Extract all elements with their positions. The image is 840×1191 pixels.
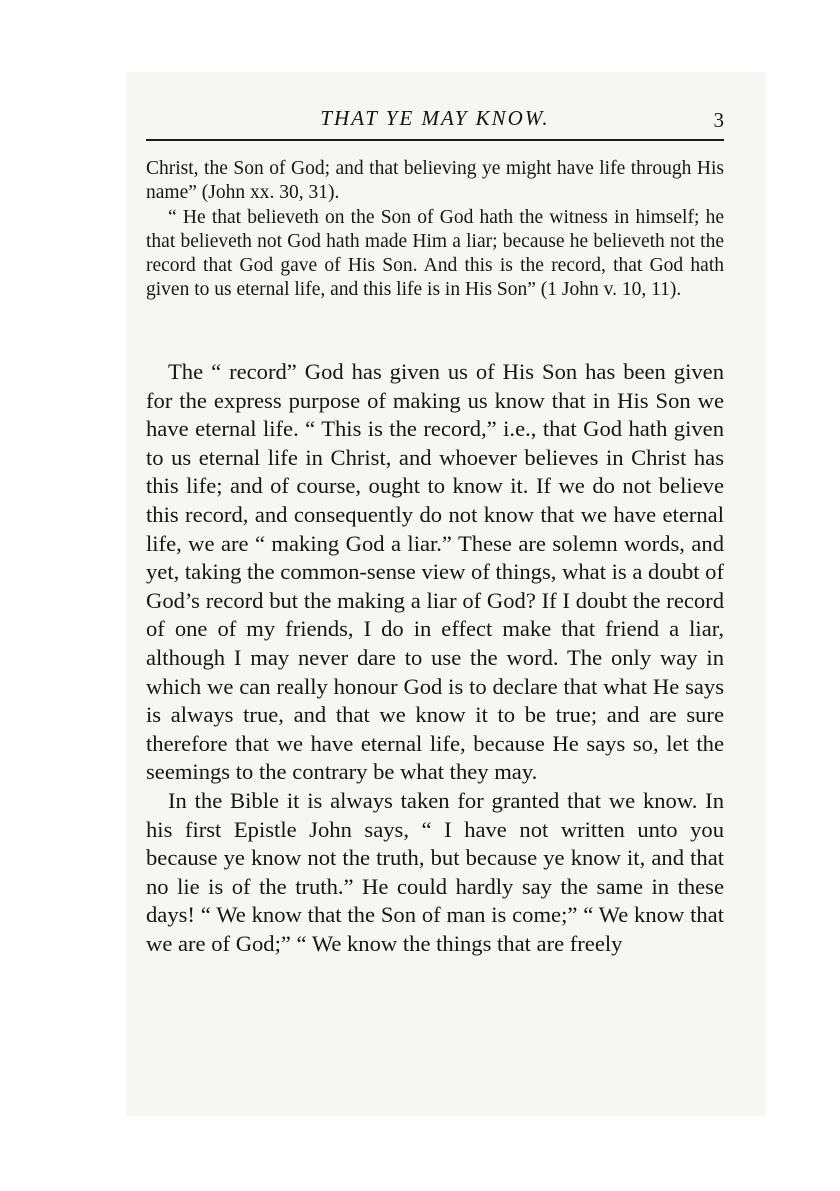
header-rule xyxy=(146,139,724,141)
quote-paragraph-2: “ He that believeth on the Son of God hath the witness in himself; he that believeth not God hath made Him a liar; because he believeth not the record that God gave of His Son. And this is the record, that God hath given to us eternal life, and this life is in His Son” (1 John v. 10, 11). xyxy=(146,206,724,301)
body-text xyxy=(146,358,724,958)
scripture-quotation xyxy=(146,157,724,303)
page-number: 3 xyxy=(713,108,724,132)
running-head: THAT YE MAY KNOW. xyxy=(320,106,550,130)
quote-paragraph-1: Christ, the Son of God; and that believing ye might have life through His name” (John xx. 30, 31). xyxy=(146,158,724,204)
page-header xyxy=(146,102,724,132)
body-paragraph-1: The “ record” God has given us of His Son has been given for the express purpose of making us know that in His Son we have eternal life. “ This is the record,” i.e., that God hath given to us eternal life in Christ, and whoever believes in Christ has this life; and of course, ought to know it. If we do not believe this record, and consequently do not know that we have eternal life, we are “ making God a liar.” These are solemn words, and yet, taking the common-sense view of things, what is a doubt of God’s record but the making a liar of God? If I doubt the record of one of my friends, I do in effect make that friend a liar, although I may never dare to use the word. The only way in which we can really honour God is to declare that what He says is always true, and that we know it to be true; and are sure therefore that we have eternal life, because He says so, let the seemings to the contrary be what they may. xyxy=(146,359,724,785)
body-paragraph-2: In the Bible it is always taken for granted that we know. In his first Epistle John says, “ I have not written unto you because ye know not the truth, but because ye know it, and that no lie is of the truth.” He could hardly say the same in these days! “ We know that the Son of man is come;” “ We know that we are of God;” “ We know the things that are freely xyxy=(146,787,724,956)
